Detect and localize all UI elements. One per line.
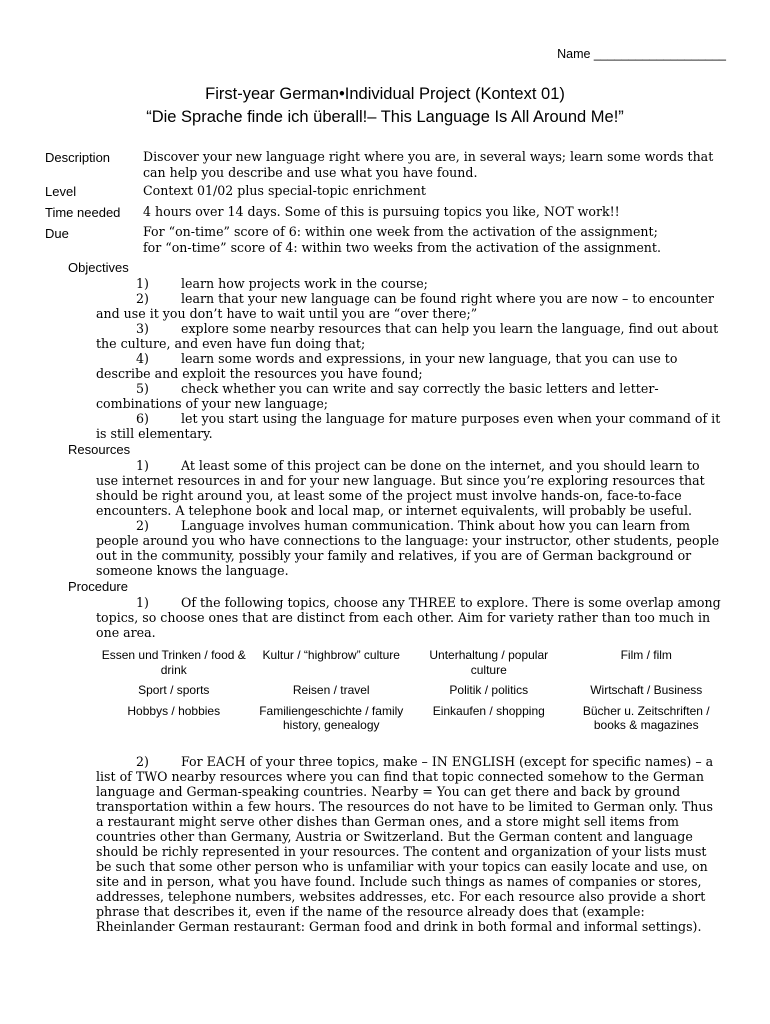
table-row xyxy=(95,683,725,704)
time-needed-value: 4 hours over 14 days. Some of this is pursuing topics you like, NOT work!! xyxy=(143,204,620,219)
topic-cell: Politik / politics xyxy=(449,683,529,697)
table-row xyxy=(95,648,725,683)
list-item: 4) learn some words and expressions, in your new language, that you can use to describe and exploit the resources you have found; xyxy=(96,351,678,381)
procedure-step-1: 1) Of the following topics, choose any THREE to explore. There is some overlap among topics, so choose ones that are distinct from each other. Aim for variety rather than too much in one area. xyxy=(96,595,721,640)
topic-cell: Unterhaltung / popular culture xyxy=(429,648,549,677)
topic-cell: Essen und Trinken / food & drink xyxy=(101,648,246,677)
topic-cell: Film / film xyxy=(620,648,672,662)
title-line-2: “Die Sprache finde ich überall!– This Language Is All Around Me!” xyxy=(146,108,624,126)
level-value: Context 01/02 plus special-topic enrichment xyxy=(143,183,426,198)
list-item: 2) Language involves human communication. Think about how you can learn from people around you who have connections to the language: your instructor, other students, people out in the community, possibly your family and relatives, if you are of German background or someone knows the language. xyxy=(96,518,720,578)
due-value xyxy=(143,224,733,255)
due-value-line-1: For “on-time” score of 6: within one week from the activation of the assignment; xyxy=(143,224,658,239)
topic-cell: Familiengeschichte / family history, genealogy xyxy=(259,703,404,732)
objectives-heading: Objectives xyxy=(68,260,129,275)
document-title xyxy=(0,83,770,129)
due-value-line-2: for “on-time” score of 4: within two weeks from the activation of the assignment. xyxy=(143,239,661,255)
list-item: 5) check whether you can write and say correctly the basic letters and letter-combinations of your new language; xyxy=(96,381,659,411)
time-needed-label: Time needed xyxy=(45,205,121,220)
resources-list xyxy=(96,458,724,578)
topics-table xyxy=(95,648,725,739)
name-field-label: Name ___________________ xyxy=(557,47,726,61)
objectives-list xyxy=(96,276,724,441)
list-item: 1) learn how projects work in the course; xyxy=(136,276,428,291)
topic-cell: Einkaufen / shopping xyxy=(432,703,545,718)
procedure-step-2: 2) For EACH of your three topics, make – IN ENGLISH (except for specific names) – a list of TWO nearby resources where you can find that topic connected somehow to the German language and German-speaking countries. Nearby = You can get there and back by ground transportation within a few hours. The resources do not have to be limited to German only. Thus a restaurant might serve other dishes than German ones, and a store might sell items from countries other than Germany, Austria or Switzerland. But the German content and language should be richly represented in your resources. The content and organization of your lists must be such that some other person who is unfamiliar with your topics can easily locate and use, on site and in person, what you have found. Include such things as names of companies or stores, addresses, telephone numbers, websites addresses, etc. For each resource also provide a short phrase that describes it, even if the name of the resource already does that (example: Rheinlander German restaurant: German food and drink in both formal and informal settings). xyxy=(96,754,714,934)
title-line-1: First-year German•Individual Project (Kontext 01) xyxy=(205,85,565,103)
topic-cell: Kultur / “highbrow” culture xyxy=(262,648,400,662)
topic-cell: Hobbys / hobbies xyxy=(127,703,221,718)
topic-cell: Wirtschaft / Business xyxy=(590,683,703,697)
table-row xyxy=(95,704,725,739)
topic-cell: Reisen / travel xyxy=(292,683,370,697)
description-label: Description xyxy=(45,150,111,165)
topic-cell: Bücher u. Zeitschriften / books & magazines xyxy=(582,703,710,732)
resources-heading: Resources xyxy=(68,442,131,457)
due-label: Due xyxy=(45,226,69,241)
procedure-heading: Procedure xyxy=(68,579,128,594)
level-label: Level xyxy=(45,184,77,199)
description-value: Discover your new language right where you are, in several ways; learn some words that can help you describe and use what you have found. xyxy=(143,149,714,180)
list-item: 3) explore some nearby resources that can help you learn the language, find out about the culture, and even have fun doing that; xyxy=(96,321,719,351)
topic-cell: Sport / sports xyxy=(138,683,210,697)
list-item: 1) At least some of this project can be done on the internet, and you should learn to use internet resources in and for your new language. But since you’re exploring resources that should be right around you, at least some of the project must involve hands-on, face-to-face encounters. A telephone book and local map, or internet equivalents, will probably be useful. xyxy=(96,458,705,518)
list-item: 2) learn that your new language can be found right where you are now – to encounter and use it you don’t have to wait until you are “over there;” xyxy=(96,291,714,321)
list-item: 6) let you start using the language for mature purposes even when your command of it is still elementary. xyxy=(96,411,721,441)
